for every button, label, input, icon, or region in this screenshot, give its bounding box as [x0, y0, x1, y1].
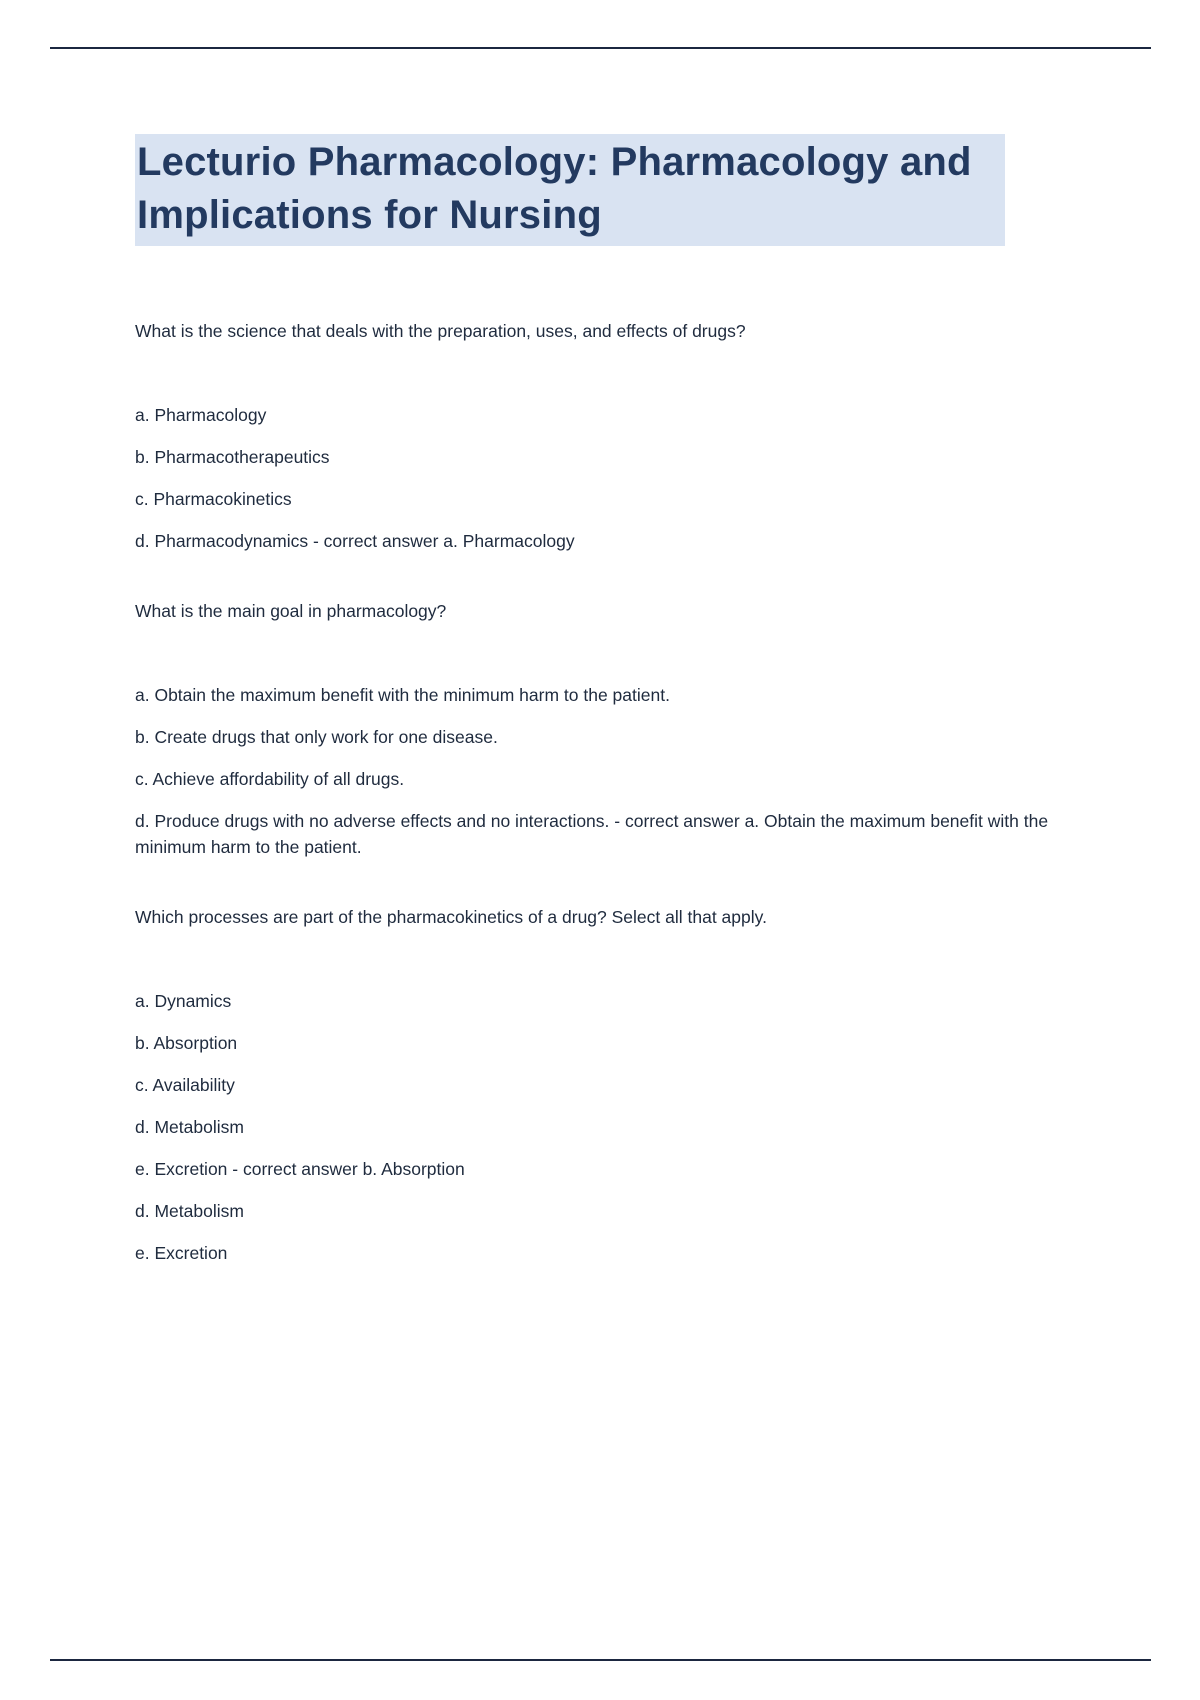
answer-option: e. Excretion - correct answer b. Absorption [135, 1159, 465, 1179]
answer-option: b. Create drugs that only work for one disease. [135, 727, 498, 747]
answer-option: c. Achieve affordability of all drugs. [135, 769, 405, 789]
options [135, 988, 1070, 1266]
question-block [135, 598, 1070, 860]
questions [135, 318, 1070, 1282]
answer-option: b. Absorption [135, 1033, 238, 1053]
answer-option: d. Metabolism [135, 1117, 244, 1137]
answer-option: c. Pharmacokinetics [135, 489, 292, 509]
answer-option: a. Dynamics [135, 991, 232, 1011]
question-text: What is the main goal in pharmacology? [135, 601, 447, 621]
answer-option: b. Pharmacotherapeutics [135, 447, 330, 467]
question-block [135, 318, 1070, 554]
bottom-border-line [50, 1659, 1151, 1661]
answer-option: e. Excretion [135, 1243, 228, 1263]
answer-option: d. Metabolism [135, 1201, 244, 1221]
answer-option: d. Pharmacodynamics - correct answer a. Pharmacology [135, 531, 575, 551]
question-block [135, 904, 1070, 1266]
answer-option: c. Availability [135, 1075, 235, 1095]
options [135, 682, 1070, 860]
options [135, 402, 1070, 554]
top-border-line [50, 47, 1151, 49]
page-title: Lecturio Pharmacology: Pharmacology and Implications for Nursing [135, 134, 1005, 246]
question-text: What is the science that deals with the preparation, uses, and effects of drugs? [135, 321, 746, 341]
question-text: Which processes are part of the pharmacokinetics of a drug? Select all that apply. [135, 907, 767, 927]
answer-option: a. Obtain the maximum benefit with the minimum harm to the patient. [135, 685, 670, 705]
answer-option: a. Pharmacology [135, 405, 267, 425]
answer-option: d. Produce drugs with no adverse effects and no interactions. - correct answer a. Obtain the maximum benefit with the minimum harm to the patient. [135, 811, 1049, 857]
